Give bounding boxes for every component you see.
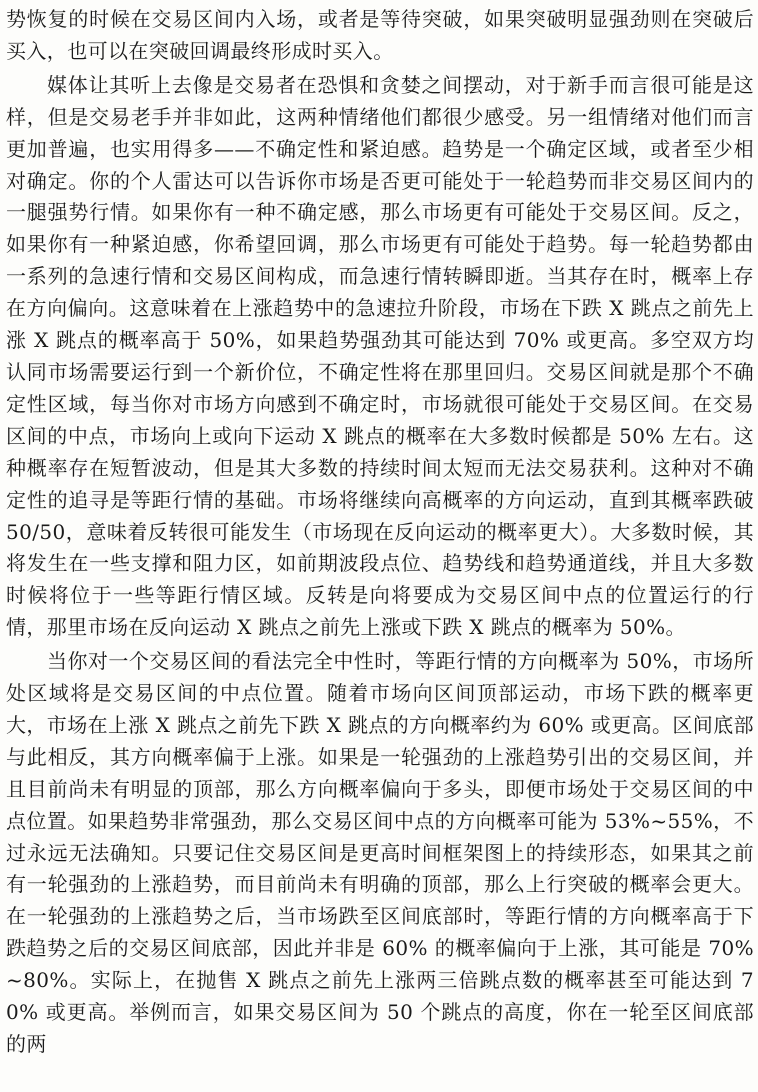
page-body [6,4,754,1061]
paragraph-directional-probability: 当你对一个交易区间的看法完全中性时，等距行情的方向概率为 50%，市场所处区域将是交易区间的中点位置。随着市场向区间顶部运动，市场下跌的概率更大，市场在上涨 X 跳点之前先下跌 X 跳点的方向概率约为 60% 或更高。区间底部与此相反，其方向概率偏于上涨。如果是一轮强劲的上涨趋势引出的交易区间，并且目前尚未有明显的顶部，那么方向概率偏向于多头，即便市场处于交易区间的中点位置。如果趋势非常强劲，那么交易区间中点的方向概率可能为 53%~55%，不过永远无法确知。只要记住交易区间是更高时间框架图上的持续形态，如果其之前有一轮强劲的上涨趋势，而目前尚未有明确的顶部，那么上行突破的概率会更大。在一轮强劲的上涨趋势之后，当市场跌至区间底部时，等距行情的方向概率高于下跌趋势之后的交易区间底部，因此并非是 60% 的概率偏向于上涨，其可能是 70%~80%。实际上，在抛售 X 跳点之前先上涨两三倍跳点数的概率甚至可能达到 70% 或更高。举例而言，如果交易区间为 50 个跳点的高度，你在一轮至区间底部的两 [6,649,754,1056]
paragraph-continuation: 势恢复的时候在交易区间内入场，或者是等待突破，如果突破明显强劲则在突破后买入，也可以在突破回调最终形成时买入。 [6,7,754,63]
paragraph-uncertainty-urgency: 媒体让其听上去像是交易者在恐惧和贪婪之间摆动，对于新手而言很可能是这样，但是交易老手并非如此，这两种情绪他们都很少感受。另一组情绪对他们而言更加普遍，也实用得多——不确定性和紧迫感。趋势是一个确定区域，或者至少相对确定。你的个人雷达可以告诉你市场是否更可能处于一轮趋势而非交易区间内的一腿强势行情。如果你有一种不确定感，那么市场更有可能处于交易区间。反之，如果你有一种紧迫感，你希望回调，那么市场更有可能处于趋势。每一轮趋势都由一系列的急速行情和交易区间构成，而急速行情转瞬即逝。当其存在时，概率上存在方向偏向。这意味着在上涨趋势中的急速拉升阶段，市场在下跌 X 跳点之前先上涨 X 跳点的概率高于 50%，如果趋势强劲其可能达到 70% 或更高。多空双方均认同市场需要运行到一个新价位，不确定性将在那里回归。交易区间就是那个不确定性区域，每当你对市场方向感到不确定时，市场就很可能处于交易区间。在交易区间的中点，市场向上或向下运动 X 跳点的概率在大多数时候都是 50% 左右。这种概率存在短暂波动，但是其大多数的持续时间太短而无法交易获利。这种对不确定性的追寻是等距行情的基础。市场将继续向高概率的方向运动，直到其概率跌破 50/50，意味着反转很可能发生（市场现在反向运动的概率更大）。大多数时候，其将发生在一些支撑和阻力区，如前期波段点位、趋势线和趋势通道线，并且大多数时候将位于一些等距行情区域。反转是向将要成为交易区间中点的位置运行的行情，那里市场在反向运动 X 跳点之前先上涨或下跌 X 跳点的概率为 50%。 [6,72,754,640]
